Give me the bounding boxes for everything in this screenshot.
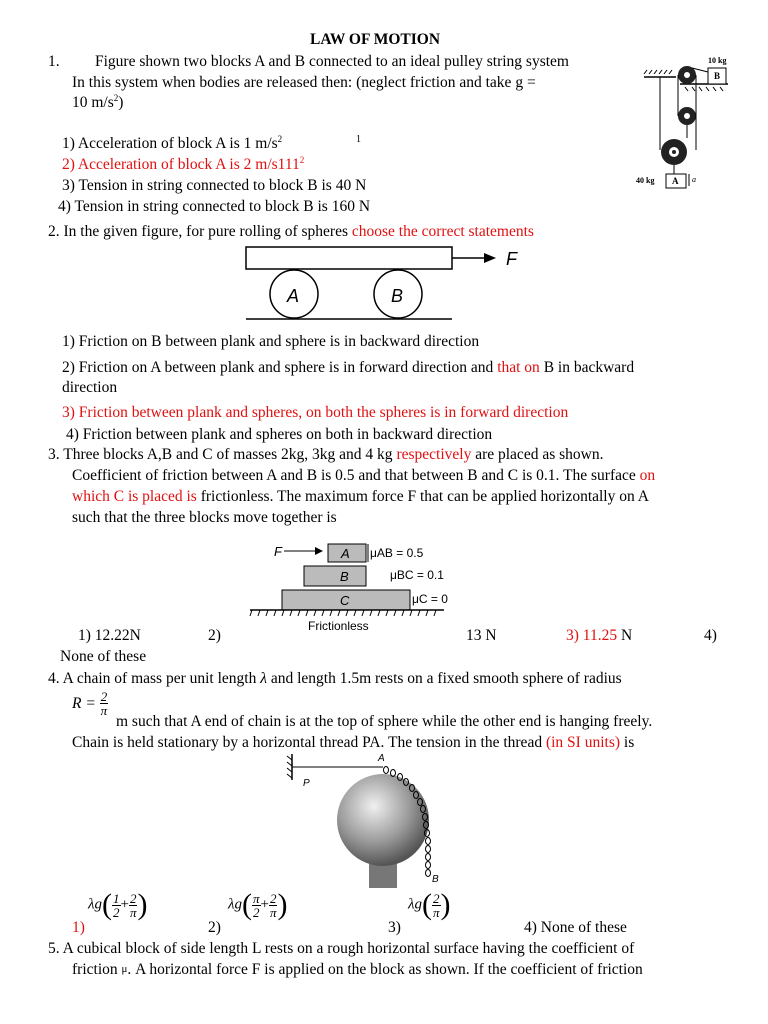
pulley-figure — [630, 50, 750, 200]
mu-bc-label: μBC = 0.1 — [390, 568, 444, 582]
q3-line2: Coefficient of friction between A and B is 0.5 and that between B and C is 0.1. The surface on — [72, 467, 656, 484]
q5-line2: friction $^\mu$. A horizontal force F is applied on the block as shown. If the coefficient of friction — [72, 961, 643, 978]
point-p-label: P — [303, 778, 310, 789]
q4-option-2: 2) — [208, 919, 221, 936]
q4-line2: m such that A end of chain is at the top of sphere while the other end is hanging freely. — [116, 713, 653, 730]
point-b-label: B — [432, 874, 439, 885]
q4-option-4: 4) None of these — [524, 919, 627, 936]
frictionless-label: Frictionless — [308, 619, 369, 630]
q1-option-4: 4) Tension in string connected to block B is 160 N — [58, 198, 371, 215]
sphere-b-label: B — [391, 286, 404, 306]
sphere-a-label: A — [287, 286, 300, 306]
q1-line3: 10 $m/s^2$) — [72, 92, 124, 111]
point-a-label: A — [378, 753, 385, 764]
q4-option-3-formula: λg( $\frac{2}{\pi}$ ) — [408, 888, 451, 921]
q5-line1: 5. A cubical block of side length L rests on a rough horizontal surface having the coefficient of — [48, 940, 635, 957]
q4-option-2-formula: λg( $\frac{\pi}{2}$ + $\frac{2}{\pi}$ ) — [228, 888, 288, 921]
stacked-blocks-figure — [248, 540, 458, 630]
force-label: F — [274, 544, 282, 559]
q2-option-2: 2) Friction on A between plank and sphere is in forward direction and that on B in backward — [62, 359, 635, 376]
q4-option-1-formula: λg( $\frac{1}{2}$ + $\frac{2}{\pi}$ ) — [88, 888, 148, 921]
force-arrow-icon — [315, 547, 323, 555]
q4-option-1: 1) — [72, 919, 85, 936]
block-b — [304, 566, 366, 586]
q2-option-1: 1) Friction on B between plank and sphere is in backward direction — [62, 333, 480, 350]
block-a-mass: 40 kg — [636, 176, 655, 185]
q2-option-4: 4) Friction between plank and spheres on both in backward direction — [66, 426, 493, 443]
page-title: LAW OF MOTION — [310, 31, 441, 48]
q3-option-4-text: None of these — [60, 648, 147, 665]
q2-line1: 2. In the given figure, for pure rolling of spheres choose the correct statements — [48, 223, 534, 240]
q3-option-3: 3) 11.25 N — [566, 627, 633, 644]
q4-radius-formula: R = $\frac{2}{\pi}$ — [72, 689, 108, 718]
block-a-label: A — [672, 176, 679, 186]
q1-line1: Figure shown two blocks A and B connected to an ideal pulley string system — [95, 53, 569, 70]
rolling-spheres-figure — [240, 244, 540, 322]
q1-line2: In this system when bodies are released then: (neglect friction and take g = — [72, 74, 536, 91]
q1-option-3: 3) Tension in string connected to block B is 40 N — [62, 177, 367, 194]
block-c-label: C — [340, 593, 350, 608]
q1-option-1: 1) Acceleration of block A is 1 $m/s^2$ — [62, 133, 283, 152]
q3-option-2: 2) — [208, 627, 221, 644]
block-b-label: B — [714, 71, 721, 81]
block-b-label: B — [340, 569, 349, 584]
q2-option-2-cont: direction — [62, 379, 118, 396]
q3-option-2-value: 13 N — [466, 627, 497, 644]
force-label: F — [506, 249, 517, 269]
q4-line3: Chain is held stationary by a horizontal thread PA. The tension in the thread (in SI units) is — [72, 734, 635, 751]
q3-option-4: 4) — [704, 627, 717, 644]
q1-stray-mark: 1 — [356, 134, 361, 145]
q2-option-3: 3) Friction between plank and spheres, on both the spheres is in forward direction — [62, 404, 569, 421]
q3-line4: such that the three blocks move together is — [72, 509, 337, 526]
mu-ab-label: μAB = 0.5 — [370, 546, 424, 560]
force-arrow-icon — [484, 253, 496, 263]
plank — [246, 247, 452, 269]
q1-number: 1. — [48, 53, 60, 70]
q4-option-3: 3) — [388, 919, 401, 936]
block-a-label: A — [341, 546, 350, 561]
fixed-sphere — [337, 774, 429, 866]
accel-label: a — [692, 175, 696, 184]
chain-sphere-figure — [285, 750, 445, 890]
q3-line3: which C is placed is frictionless. The maximum force F that can be applied horizontally on A — [72, 488, 649, 505]
q3-line1: 3. Three blocks A,B and C of masses 2kg, 3kg and 4 kg respectively are placed as shown. — [48, 446, 604, 463]
q3-option-1: 1) 12.22N — [78, 627, 141, 644]
mu-c-label: μC = 0 — [412, 592, 448, 606]
q4-line1: 4. A chain of mass per unit length λ and length 1.5m rests on a fixed smooth sphere of radius — [48, 670, 622, 687]
block-b-mass: 10 kg — [708, 56, 727, 65]
q1-option-2: 2) Acceleration of block A is 2 $m/s111^2$ — [62, 154, 305, 173]
